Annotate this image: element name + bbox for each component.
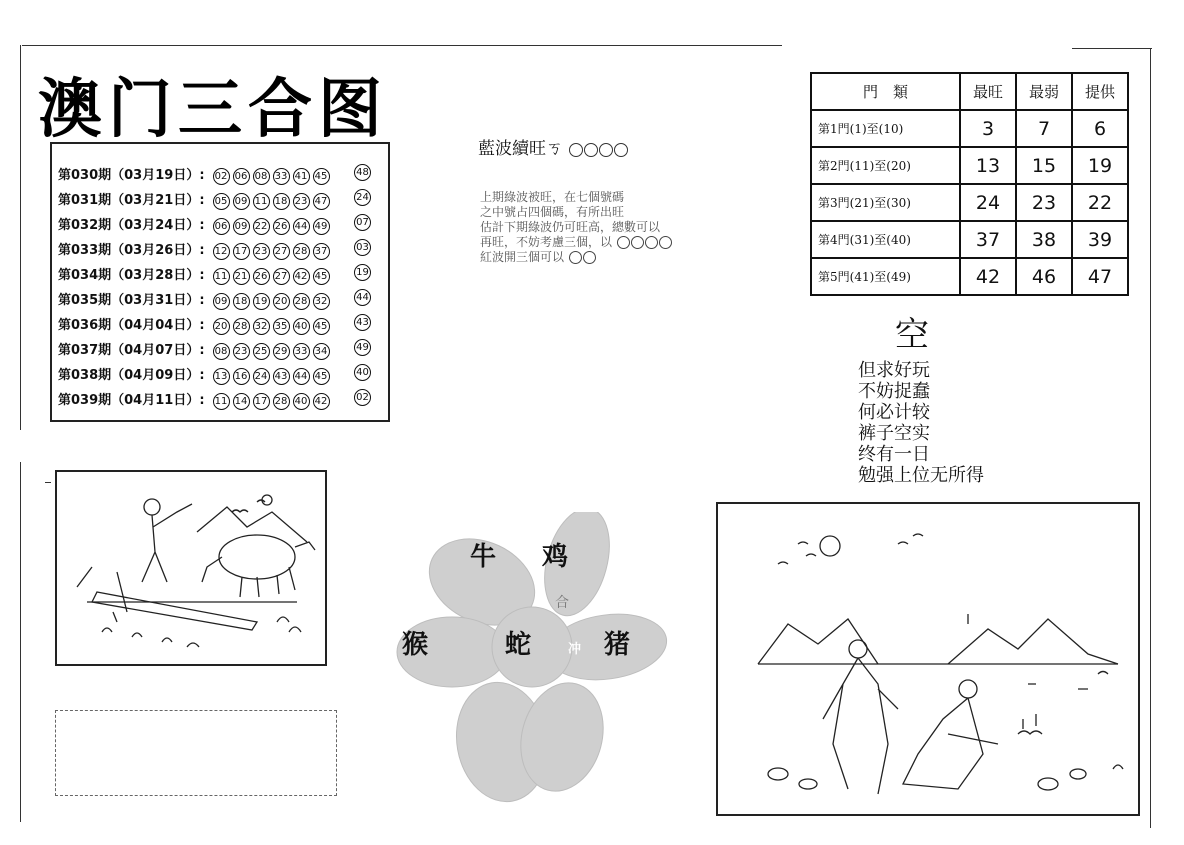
ball: 28: [273, 393, 290, 410]
kong-heading: 空: [895, 315, 929, 355]
ball: 11: [253, 193, 270, 210]
ball: 28: [293, 243, 310, 260]
gate-label: 第5門(41)至(49): [811, 258, 960, 295]
gate-hot: 24: [960, 184, 1016, 221]
draw-row: [58, 339, 369, 360]
ball: 42: [313, 393, 330, 410]
table-row: [811, 147, 1128, 184]
zodiac-monkey: 猴: [402, 630, 429, 660]
ball: 40: [293, 393, 310, 410]
draw-row: [58, 264, 369, 285]
ball: 09: [213, 293, 230, 310]
draw-row: [58, 164, 369, 185]
blank-circle-icon: [617, 236, 630, 249]
hint-line: 估計下期綠波仍可旺高，總數可以: [480, 220, 661, 234]
ploughing-sketch-image: [57, 472, 325, 664]
ball: 40: [293, 318, 310, 335]
ball: 22: [253, 218, 270, 235]
draw-label: 第037期（04月07日）:: [58, 343, 205, 358]
ball: 17: [233, 243, 250, 260]
gates-header-row: [811, 73, 1128, 110]
special-ball: 02: [354, 389, 371, 406]
ball: 35: [273, 318, 290, 335]
ball: 37: [313, 243, 330, 260]
ball: 11: [213, 393, 230, 410]
ball: 08: [253, 168, 270, 185]
poem-line: 终有一日: [858, 444, 930, 465]
ball: 06: [213, 218, 230, 235]
blank-circle-icon: [614, 143, 628, 157]
blank-circle-icon: [645, 236, 658, 249]
frame-top-rule: [22, 45, 782, 46]
gate-cold: 7: [1016, 110, 1072, 147]
ball: 16: [233, 368, 250, 385]
hint-line: 之中號占四個碼，有所出旺: [480, 205, 625, 219]
zodiac-rooster: 鸡: [542, 542, 569, 572]
header-coldest: 最弱: [1016, 73, 1072, 110]
table-row: [811, 184, 1128, 221]
special-ball: 40: [354, 364, 371, 381]
special-ball: 07: [354, 214, 371, 231]
poem-line: 但求好玩: [858, 360, 930, 381]
frame-left-rule-lower: [20, 462, 21, 822]
blank-circle-icon: [631, 236, 644, 249]
gate-label: 第2門(11)至(20): [811, 147, 960, 184]
special-ball: 19: [354, 264, 371, 281]
draw-label: 第036期（04月04日）:: [58, 318, 205, 333]
draw-row: [58, 314, 369, 335]
gate-cold: 46: [1016, 258, 1072, 295]
gate-tip: 22: [1072, 184, 1128, 221]
ball: 21: [233, 268, 250, 285]
frame-top-rule-right: [1072, 48, 1152, 49]
ball: 05: [213, 193, 230, 210]
gate-hot: 37: [960, 221, 1016, 258]
ball: 33: [273, 168, 290, 185]
gate-hot: 42: [960, 258, 1016, 295]
header-category: 門 類: [811, 73, 960, 110]
ploughing-illustration: [55, 470, 327, 666]
zodiac-flower: [392, 512, 677, 812]
dash-mark: [45, 482, 51, 483]
poem-line: 不妨捉蠢: [858, 381, 930, 402]
gate-cold: 38: [1016, 221, 1072, 258]
blank-circle-icon: [659, 236, 672, 249]
ball: 12: [213, 243, 230, 260]
ball: 17: [253, 393, 270, 410]
ball: 25: [253, 343, 270, 360]
special-ball: 43: [354, 314, 371, 331]
zodiac-ox: 牛: [470, 542, 497, 572]
draw-row: [58, 214, 369, 235]
ball: 18: [233, 293, 250, 310]
hint-line: 再旺，不妨考慮三個，以: [480, 235, 613, 249]
blank-circle-icon: [584, 143, 598, 157]
ball: 14: [233, 393, 250, 410]
ball: 20: [273, 293, 290, 310]
ball: 23: [253, 243, 270, 260]
ball: 33: [293, 343, 310, 360]
draw-label: 第035期（03月31日）:: [58, 293, 205, 308]
gate-cold: 15: [1016, 147, 1072, 184]
flower-petals-image: [392, 512, 677, 812]
ball: 47: [313, 193, 330, 210]
hint-line: 上期綠波被旺，在七個號碼: [480, 190, 625, 204]
special-ball: 03: [354, 239, 371, 256]
ball: 27: [273, 268, 290, 285]
ball: 09: [233, 193, 250, 210]
header-hottest: 最旺: [960, 73, 1016, 110]
gate-label: 第3門(21)至(30): [811, 184, 960, 221]
draw-row: [58, 239, 369, 260]
gate-label: 第1門(1)至(10): [811, 110, 960, 147]
ball: 44: [293, 218, 310, 235]
special-ball: 49: [354, 339, 371, 356]
draw-row: [58, 289, 369, 310]
ball: 45: [313, 368, 330, 385]
draw-label: 第033期（03月26日）:: [58, 243, 205, 258]
field-illustration: [716, 502, 1140, 816]
ball: 24: [253, 368, 270, 385]
frame-right-rule: [1150, 48, 1151, 828]
ball: 45: [313, 168, 330, 185]
ball: 23: [293, 193, 310, 210]
hint-line-with-circles: [480, 250, 672, 265]
table-row: [811, 258, 1128, 295]
zodiac-pig: 猪: [604, 630, 631, 660]
ball: 43: [273, 368, 290, 385]
blank-circle-icon: [569, 143, 583, 157]
ball: 42: [293, 268, 310, 285]
draw-label: 第031期（03月21日）:: [58, 193, 205, 208]
page-title: 澳门三合图: [38, 73, 388, 147]
gates-table: [810, 72, 1129, 296]
ball: 29: [273, 343, 290, 360]
ball: 28: [293, 293, 310, 310]
blank-circle-icon: [569, 251, 582, 264]
ball: 45: [313, 318, 330, 335]
ball: 27: [273, 243, 290, 260]
special-ball: 48: [354, 164, 371, 181]
table-row: [811, 110, 1128, 147]
ball: 32: [253, 318, 270, 335]
draw-label: 第038期（04月09日）:: [58, 368, 205, 383]
chong-label: 冲: [568, 642, 582, 657]
draw-label: 第030期（03月19日）:: [58, 168, 205, 183]
ball: 45: [313, 268, 330, 285]
frame-left-rule: [20, 45, 21, 430]
ball: 44: [293, 368, 310, 385]
hint-line-with-circles: [480, 235, 672, 250]
hint-paragraph: [480, 190, 672, 265]
gate-tip: 39: [1072, 221, 1128, 258]
draw-label: 第039期（04月11日）:: [58, 393, 205, 408]
poem-line: 裤子空实: [858, 423, 930, 444]
gate-hot: 3: [960, 110, 1016, 147]
blank-circle-icon: [599, 143, 613, 157]
gate-tip: 19: [1072, 147, 1128, 184]
gate-tip: 47: [1072, 258, 1128, 295]
draw-row: [58, 389, 369, 410]
poem-line: 何必计较: [858, 402, 930, 423]
ball: 09: [233, 218, 250, 235]
gate-tip: 6: [1072, 110, 1128, 147]
poem: [858, 360, 984, 486]
blue-wave-text: 藍波續旺ㄎ: [478, 139, 563, 159]
ball: 41: [293, 168, 310, 185]
ball: 34: [313, 343, 330, 360]
gate-cold: 23: [1016, 184, 1072, 221]
blue-wave-heading: [478, 134, 628, 159]
header-tip: 提供: [1072, 73, 1128, 110]
ball: 23: [233, 343, 250, 360]
draw-label: 第034期（03月28日）:: [58, 268, 205, 283]
draw-label: 第032期（03月24日）:: [58, 218, 205, 233]
field-sketch-image: [718, 504, 1138, 814]
ball: 19: [253, 293, 270, 310]
poem-line: 勉强上位无所得: [858, 465, 984, 486]
hint-line: 紅波開三個可以: [480, 250, 565, 264]
ball: 08: [213, 343, 230, 360]
special-ball: 24: [354, 189, 371, 206]
ball: 26: [253, 268, 270, 285]
ball: 18: [273, 193, 290, 210]
zodiac-snake: 蛇: [505, 630, 532, 660]
draw-row: [58, 364, 369, 385]
ball: 02: [213, 168, 230, 185]
ball: 32: [313, 293, 330, 310]
draw-row: [58, 189, 369, 210]
fine-print-note: [55, 710, 337, 796]
he-label: 合: [555, 595, 569, 611]
ball: 26: [273, 218, 290, 235]
table-row: [811, 221, 1128, 258]
ball: 20: [213, 318, 230, 335]
ball: 28: [233, 318, 250, 335]
blank-circle-icon: [583, 251, 596, 264]
draw-history-box: [50, 142, 390, 422]
ball: 06: [233, 168, 250, 185]
gate-hot: 13: [960, 147, 1016, 184]
ball: 49: [313, 218, 330, 235]
ball: 13: [213, 368, 230, 385]
gate-label: 第4門(31)至(40): [811, 221, 960, 258]
special-ball: 44: [354, 289, 371, 306]
ball: 11: [213, 268, 230, 285]
